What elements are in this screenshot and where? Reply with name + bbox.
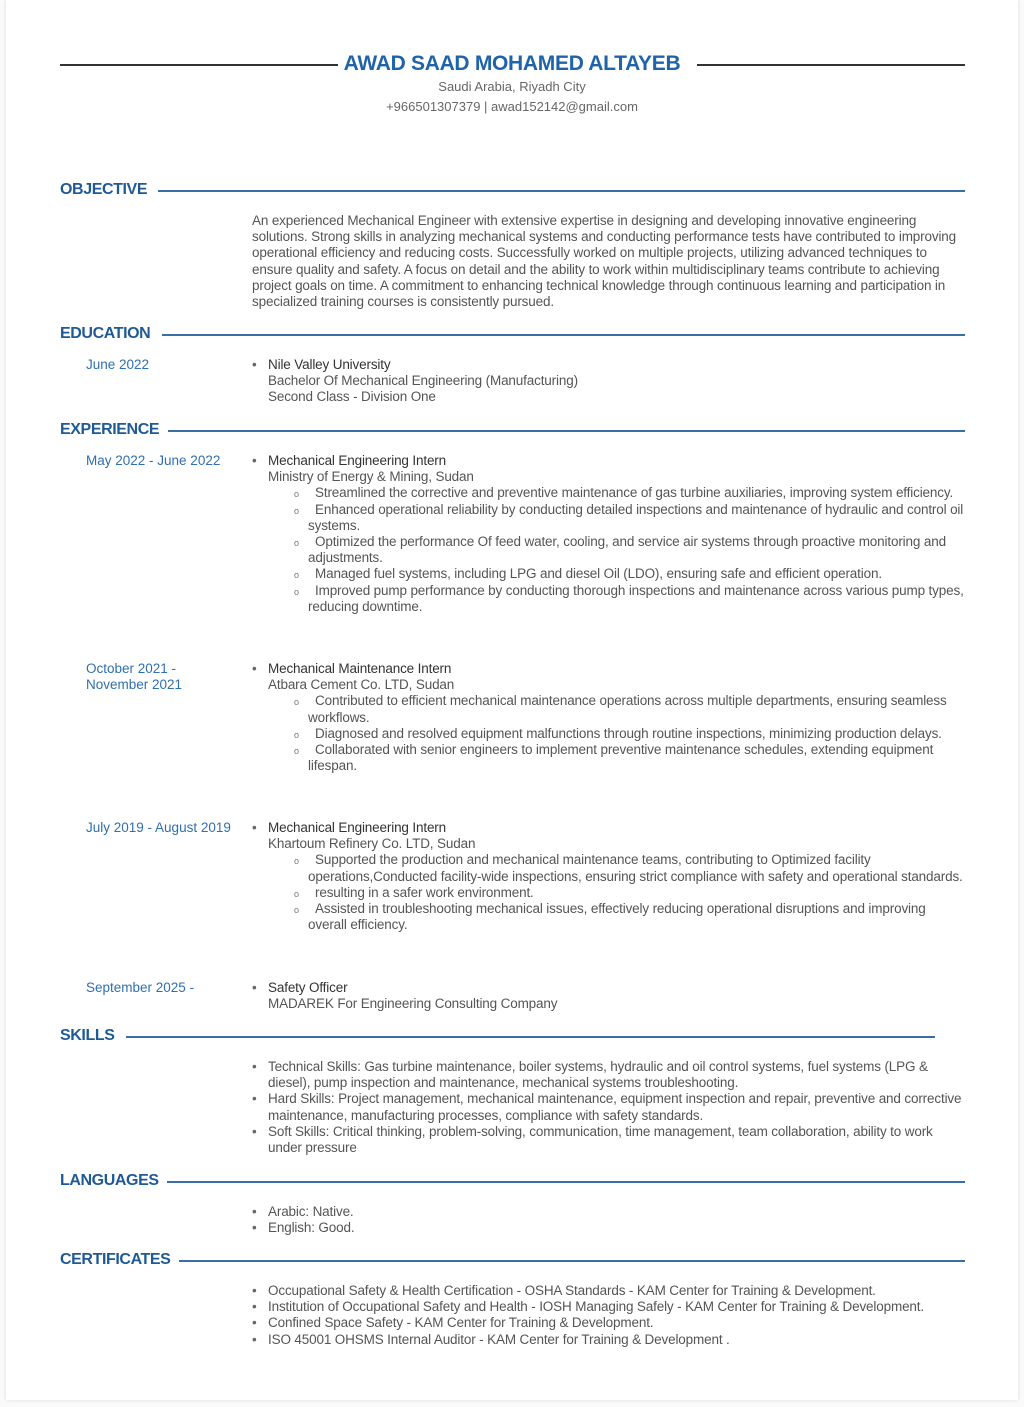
responsibility-item: o Assisted in troubleshooting mechanical issues, effectively reducing operational disruptions and improving overall efficiency. [308,901,967,933]
certificate-item: • ISO 45001 OHSMS Internal Auditor - KAM Center for Training & Development . [252,1332,972,1348]
responsibility-item: o Contributed to efficient mechanical maintenance operations across multiple departments, ensuring seamless workflows. [308,693,967,725]
section-heading-experience: EXPERIENCE [60,421,160,438]
job-title: • Mechanical Engineering Intern [268,820,447,835]
organization: MADAREK For Engineering Consulting Company [268,996,558,1012]
section-heading-languages: LANGUAGES [60,1172,159,1189]
responsibility-item: o Collaborated with senior engineers to implement preventive maintenance schedules, extending equipment lifespan. [308,742,967,774]
organization: Khartoum Refinery Co. LTD, Sudan [268,836,476,852]
responsibility-item: o Managed fuel systems, including LPG and diesel Oil (LDO), ensuring safe and efficient operation. [308,566,967,582]
responsibility-item: o Optimized the performance Of feed water, cooling, and service air systems through proactive monitoring and adjustments. [308,534,967,566]
grade: Second Class - Division One [268,389,436,405]
languages-list [252,1204,967,1236]
certificate-item: • Confined Space Safety - KAM Center for Training & Development. [252,1315,972,1331]
education-entry [252,357,967,406]
section-divider [168,430,965,432]
skill-item: • Hard Skills: Project management, mechanical maintenance, equipment inspection and repair, preventive and corrective maintenance, manufacturing processes, compliance with safety standards. [252,1091,967,1123]
language-item: • English: Good. [252,1220,967,1236]
job-title: • Mechanical Maintenance Intern [268,661,452,676]
section-heading-objective: OBJECTIVE [60,181,148,198]
certificates-list [252,1283,972,1348]
section-heading-skills: SKILLS [60,1027,115,1044]
education-date: June 2022 [86,357,150,372]
job-title: • Safety Officer [268,980,348,995]
contact-info: +966501307379 | awad152142@gmail.com [386,99,638,114]
objective-text: An experienced Mechanical Engineer with extensive expertise in designing and developing innovative engineering solutions. Strong skills in analyzing mechanical systems and conducting performance tests have contributed to improving operational efficiency and reducing costs. Successfully worked on multiple projects, utilizing advanced techniques to ensure quality and safety. A focus on detail and the ability to work within multidisciplinary teams contribute to achieving project goals on time. A commitment to enhancing technical knowledge through continuous learning and participation in specialized training courses is consistently pursued. [252,213,957,310]
experience-entry [252,980,967,1012]
location: Saudi Arabia, Riyadh City [438,79,586,94]
responsibility-item: o Enhanced operational reliability by conducting detailed inspections and maintenance of hydraulic and control oil systems. [308,502,967,534]
experience-entry [252,661,967,774]
organization: Ministry of Energy & Mining, Sudan [268,469,474,485]
language-item: • Arabic: Native. [252,1204,967,1220]
section-divider [126,1036,935,1038]
responsibility-item: o Improved pump performance by conducting thorough inspections and maintenance across various pump types, reducing downtime. [308,583,967,615]
skill-item: • Technical Skills: Gas turbine maintenance, boiler systems, hydraulic and oil control systems, fuel systems (LPG & diesel), pump inspection and maintenance, mechanical systems troubleshooting. [252,1059,967,1091]
skill-item: • Soft Skills: Critical thinking, problem-solving, communication, time management, team collaboration, ability to work under pressure [252,1124,967,1156]
organization: Atbara Cement Co. LTD, Sudan [268,677,455,693]
responsibility-item: o Streamlined the corrective and preventive maintenance of gas turbine auxiliaries, improving system efficiency. [308,485,967,501]
experience-date: July 2019 - August 2019 [86,820,231,835]
responsibility-item: o resulting in a safer work environment. [308,885,967,901]
responsibility-item: o Diagnosed and resolved equipment malfunctions through routine inspections, minimizing production delays. [308,726,967,742]
experience-date: October 2021 - November 2021 [86,661,183,692]
section-divider [158,190,965,192]
section-divider [179,1260,965,1262]
section-heading-certificates: CERTIFICATES [60,1251,171,1268]
section-divider [167,1181,965,1183]
certificate-item: • Institution of Occupational Safety and Health - IOSH Managing Safely - KAM Center for Training & Development. [252,1299,972,1315]
experience-entry [252,820,967,933]
candidate-name: AWAD SAAD MOHAMED ALTAYEB [343,52,681,75]
job-title: • Mechanical Engineering Intern [268,453,447,468]
experience-date: May 2022 - June 2022 [86,453,221,468]
skills-list [252,1059,967,1156]
institution: • Nile Valley University [268,357,391,372]
experience-date: September 2025 - [86,980,195,995]
section-heading-education: EDUCATION [60,325,151,342]
responsibility-item: o Supported the production and mechanical maintenance teams, contributing to Optimized facility operations,Conducted facility-wide inspections, ensuring strict compliance with safety and operational standards. [308,852,967,884]
degree: Bachelor Of Mechanical Engineering (Manufacturing) [268,373,578,389]
certificate-item: • Occupational Safety & Health Certification - OSHA Standards - KAM Center for Training & Development. [252,1283,972,1299]
section-divider [162,334,965,336]
experience-entry [252,453,967,615]
